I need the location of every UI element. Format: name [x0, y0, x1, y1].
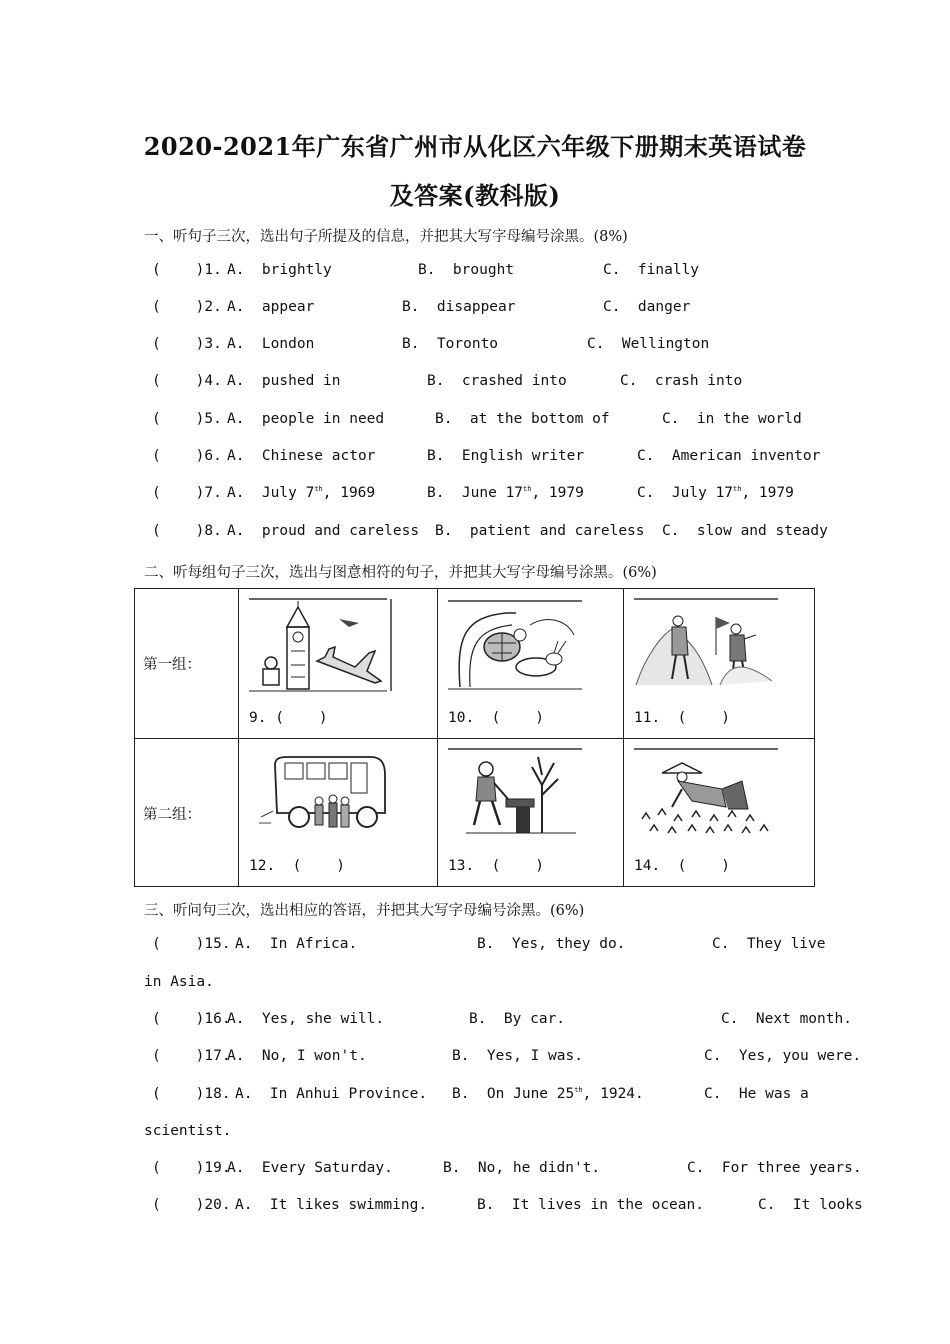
option-c: C. in the world — [662, 411, 802, 427]
picture-cell-13 — [438, 739, 624, 887]
option-b: B. Yes, they do. — [477, 936, 626, 952]
option-b: B. June 17th, 1979 — [427, 485, 584, 501]
option-a: A. proud and careless — [227, 523, 420, 539]
option-a: A. London — [227, 336, 315, 352]
option-c: C. For three years. — [687, 1160, 862, 1176]
group1-label: 第一组： — [143, 657, 201, 673]
option-a: A. Yes, she will. — [227, 1011, 385, 1027]
option-b: B. at the bottom of — [435, 411, 610, 427]
question-number: ( )6. — [152, 448, 222, 464]
question-number: ( )2. — [152, 299, 222, 315]
question-row — [144, 1011, 864, 1033]
question-10-label: 10. ( ) — [448, 710, 545, 726]
option-c: C. Wellington — [587, 336, 710, 352]
option-b: B. No, he didn't. — [443, 1160, 601, 1176]
option-continuation: in Asia. — [144, 974, 214, 990]
question-number: ( )5. — [152, 411, 222, 427]
option-b: B. Yes, I was. — [452, 1048, 583, 1064]
option-c: C. They live — [712, 936, 826, 952]
question-row — [144, 1048, 864, 1070]
option-b: B. brought — [418, 262, 515, 278]
section2-heading: 二、听每组句子三次，选出与图意相符的句子，并把其大写字母编号涂黑。(6%) — [144, 565, 657, 581]
question-row — [144, 523, 864, 545]
option-b: B. On June 25th, 1924. — [452, 1086, 644, 1102]
question-row — [144, 485, 864, 507]
question-number: ( )1. — [152, 262, 222, 278]
option-a: A. July 7th, 1969 — [227, 485, 376, 501]
option-b: B. patient and careless — [435, 523, 645, 539]
school-bus-picture — [247, 745, 397, 843]
option-c: C. July 17th, 1979 — [637, 485, 794, 501]
exam-title-line1: 2020-2021年广东省广州市从化区六年级下册期末英语试卷 — [143, 132, 807, 161]
question-row — [144, 1086, 864, 1108]
option-b: B. disappear — [402, 299, 516, 315]
picture-cell-9 — [239, 589, 438, 739]
question-row — [144, 1160, 864, 1182]
section3-heading: 三、听问句三次，选出相应的答语，并把其大写字母编号涂黑。(6%) — [144, 903, 585, 919]
question-number: ( )7. — [152, 485, 222, 501]
question-row — [144, 262, 864, 284]
question-11-label: 11. ( ) — [634, 710, 731, 726]
option-c: C. danger — [603, 299, 691, 315]
picture-cell-12 — [239, 739, 438, 887]
option-b: B. Toronto — [402, 336, 499, 352]
option-a: A. people in need — [227, 411, 385, 427]
option-c: C. He was a — [704, 1086, 809, 1102]
option-c: C. finally — [603, 262, 700, 278]
boy-planting-tree-picture — [446, 745, 586, 843]
option-a: A. brightly — [227, 262, 332, 278]
hiking-climbers-picture — [632, 595, 782, 693]
question-number: ( )20. — [152, 1197, 231, 1213]
group2-cell — [135, 739, 239, 887]
option-a: A. Every Saturday. — [227, 1160, 393, 1176]
question-12-label: 12. ( ) — [249, 858, 346, 874]
option-c: C. Next month. — [721, 1011, 852, 1027]
picture-cell-11 — [624, 589, 815, 739]
picture-cell-10 — [438, 589, 624, 739]
question-14-label: 14. ( ) — [634, 858, 731, 874]
question-number: ( )19. — [152, 1160, 231, 1176]
group1-cell — [135, 589, 239, 739]
question-row — [144, 1197, 864, 1219]
option-a: A. appear — [227, 299, 315, 315]
option-a: A. It likes swimming. — [235, 1197, 428, 1213]
question-row — [144, 448, 864, 470]
option-a: A. No, I won't. — [227, 1048, 367, 1064]
question-row — [144, 936, 864, 958]
exam-title-line2: 及答案(教科版) — [389, 181, 561, 210]
option-a: A. In Africa. — [235, 936, 358, 952]
option-c: C. Yes, you were. — [704, 1048, 862, 1064]
question-13-label: 13. ( ) — [448, 858, 545, 874]
question-number: ( )8. — [152, 523, 222, 539]
section1-heading: 一、听句子三次，选出句子所提及的信息，并把其大写字母编号涂黑。(8%) — [144, 229, 628, 245]
option-b: B. English writer — [427, 448, 585, 464]
option-b: B. crashed into — [427, 373, 567, 389]
picture-cell-14 — [624, 739, 815, 887]
option-b: B. It lives in the ocean. — [477, 1197, 704, 1213]
question-9-label: 9. ( ) — [249, 710, 328, 726]
question-row — [144, 373, 864, 395]
option-b: B. By car. — [469, 1011, 566, 1027]
option-c: C. crash into — [620, 373, 743, 389]
london-airplane-picture — [247, 595, 397, 693]
question-number: ( )16. — [152, 1011, 231, 1027]
question-number: ( )3. — [152, 336, 222, 352]
option-a: A. In Anhui Province. — [235, 1086, 428, 1102]
question-number: ( )17. — [152, 1048, 231, 1064]
picture-table — [134, 588, 815, 887]
option-continuation: scientist. — [144, 1123, 232, 1139]
group2-label: 第二组： — [143, 807, 201, 823]
option-c: C. slow and steady — [662, 523, 828, 539]
question-number: ( )15. — [152, 936, 231, 952]
option-c: C. It looks — [758, 1197, 863, 1213]
question-row — [144, 411, 864, 433]
farmer-planting-rice-picture — [632, 745, 782, 843]
question-row — [144, 336, 864, 358]
tortoise-hare-picture — [446, 595, 586, 693]
option-a: A. Chinese actor — [227, 448, 376, 464]
question-row — [144, 299, 864, 321]
option-a: A. pushed in — [227, 373, 341, 389]
option-c: C. American inventor — [637, 448, 821, 464]
question-number: ( )18. — [152, 1086, 231, 1102]
question-number: ( )4. — [152, 373, 222, 389]
